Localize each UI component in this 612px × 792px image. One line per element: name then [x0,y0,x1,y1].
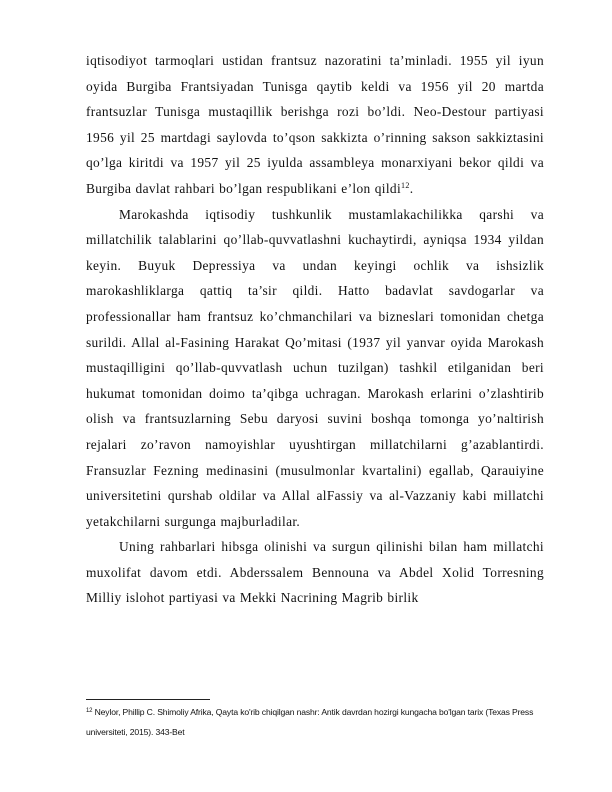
footnote-reference[interactable]: 12 [401,180,410,190]
footnote-number: 12 [86,708,93,714]
paragraph-1 [86,48,544,202]
paragraph-1-tail: . [409,180,414,196]
footnote [86,702,546,742]
paragraph-2: Marokashda iqtisodiy tushkunlik mustamlakachilikka qarshi va millatchilik talablarini qo’llab-quvvatlashni kuchaytirdi, ayniqsa 1934 yildan keyin. Buyuk Depressiya va undan keyingi ochlik va ishsizlik marokashliklarga qattiq ta’sir qildi. Hatto badavlat savdogarlar va professionallar ham frantsuz ko’chmanchilari va bizneslari tomonidan chetga surildi. Allal al-Fasining Harakat Qo’mitasi (1937 yil yanvar oyida Marokash mustaqilligini qo’llab-quvvatlash uchun tuzilgan) tashkil etilganidan beri hukumat tomonidan doimo ta’qibga uchragan. Marokash erlarini o’zlashtirib olish va frantsuzlarning Sebu daryosi suvini boshqa tomonga yo’naltirish rejalari zo’ravon namoyishlar uyushtirgan millatchilarni g’azablantirdi. Fransuzlar Fezning medinasini (musulmonlar kvartalini) egallab, Qarauiyine universitetini qurshab oldilar va Allal alFassiy va al-Vazzaniy kabi millatchi yetakchilarni surgunga majburladilar. [86,206,544,529]
paragraph-3: Uning rahbarlari hibsga olinishi va surgun qilinishi bilan ham millatchi muxolifat davom etdi. Abderssalem Bennouna va Abdel Xolid Torresning Milliy islohot partiyasi va Mekki Nacrining Magrib birlik [86,539,544,606]
body-text [86,48,544,611]
paragraph-1-text: iqtisodiyot tarmoqlari ustidan frantsuz nazoratini ta’minladi. 1955 yil iyun oyida Burgiba Frantsiyadan Tunisga qaytib keldi va 1956 yil 20 martda frantsuzlar Tunisga mustaqillik berishga rozi bo’ldi. Neo-Destour partiyasi 1956 yil 25 martdagi saylovda to’qson sakkizta o’rinning sakson sakkiztasini qo’lga kiritdi va 1957 yil 25 iyulda assambleya monarxiyani bekor qildi va Burgiba davlat rahbari bo’lgan respublikani e’lon qildi [86,53,544,196]
footnote-text: Neylor, Phillip C. Shimoliy Afrika, Qayta ko'rib chiqilgan nashr: Antik davrdan hozirgi kungacha bo'lgan tarix (Texas Press universiteti, 2015). 343-Bet [86,707,534,737]
footnote-separator [86,699,210,700]
